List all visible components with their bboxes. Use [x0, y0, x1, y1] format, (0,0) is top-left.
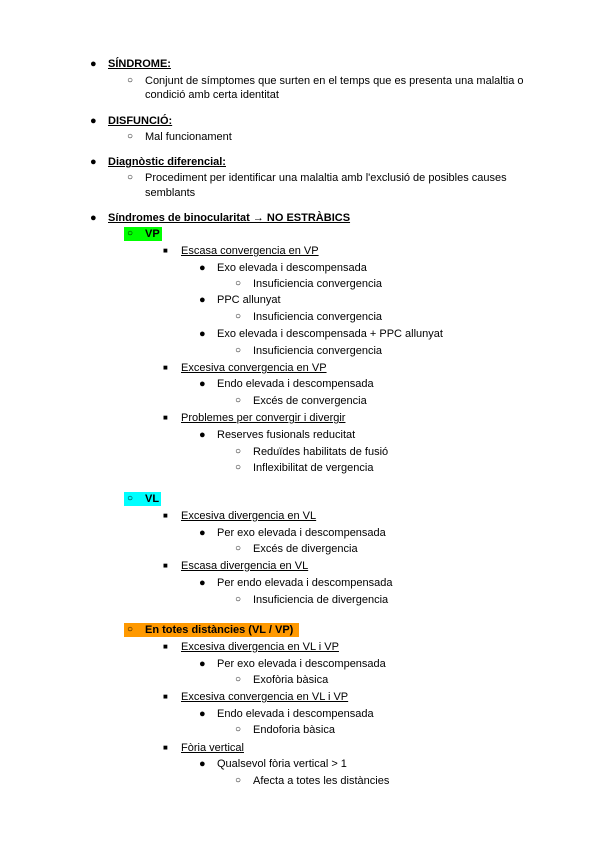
heading-disfuncio: DISFUNCIÓ: [108, 115, 173, 127]
vl-insuf-div: Insuficiencia de divergencia [253, 594, 389, 606]
circle-bullet-icon: ○ [235, 278, 242, 289]
vp-exo: Exo elevada i descompensada [217, 262, 367, 274]
vl-escasa: Escasa divergencia en VL [181, 560, 309, 572]
circle-bullet-icon: ○ [235, 345, 242, 356]
bullet-icon: ● [199, 658, 206, 670]
vp-inflex: Inflexibilitat de vergencia [253, 462, 374, 474]
bullet-icon: ● [199, 429, 206, 441]
vp-endo: Endo elevada i descompensada [217, 378, 374, 390]
circle-bullet-icon: ○ [235, 724, 242, 735]
square-bullet-icon: ■ [163, 363, 168, 372]
vp-insuf1: Insuficiencia convergencia [253, 278, 383, 290]
square-bullet-icon: ■ [163, 561, 168, 570]
circle-bullet-icon: ○ [235, 775, 242, 786]
totes-per-exo: Per exo elevada i descompensada [217, 658, 386, 670]
totes-afecta: Afecta a totes les distàncies [253, 775, 390, 787]
sindrome-definition-line2: condició amb certa identitat [145, 89, 279, 101]
circle-bullet-icon: ○ [235, 594, 242, 605]
disfuncio-definition: Mal funcionament [145, 131, 232, 143]
circle-bullet-icon: ○ [235, 462, 242, 473]
bullet-icon: ● [199, 378, 206, 390]
totes-label: En totes distàncies (VL / VP) [145, 624, 294, 636]
bullet-icon: ● [90, 115, 97, 127]
heading-diagnostic: Diagnòstic diferencial: [108, 156, 226, 168]
vp-label: VP [145, 228, 160, 240]
vp-ppc: PPC allunyat [217, 294, 281, 306]
bullet-icon: ● [90, 58, 97, 70]
bullet-icon: ● [199, 708, 206, 720]
vl-excesiva: Excesiva divergencia en VL [181, 510, 317, 522]
circle-bullet-icon: ○ [235, 311, 242, 322]
bullet-icon: ● [90, 156, 97, 168]
vl-exces-div: Excés de divergencia [253, 543, 358, 555]
totes-endoforia: Endoforia bàsica [253, 724, 335, 736]
bullet-icon: ● [199, 328, 206, 340]
totes-exoforia: Exofòria bàsica [253, 674, 329, 686]
circle-bullet-icon: ○ [127, 172, 134, 183]
circle-bullet-icon: ○ [127, 75, 134, 86]
sindrome-definition-line1: Conjunt de símptomes que surten en el temps que es presenta una malaltia o [145, 75, 524, 87]
totes-exc-conv: Excesiva convergencia en VL i VP [181, 691, 349, 703]
bullet-icon: ● [199, 262, 206, 274]
vp-exces: Excés de convergencia [253, 395, 367, 407]
square-bullet-icon: ■ [163, 511, 168, 520]
square-bullet-icon: ■ [163, 743, 168, 752]
circle-bullet-icon: ○ [127, 228, 134, 239]
circle-bullet-icon: ○ [235, 395, 242, 406]
circle-bullet-icon: ○ [235, 674, 242, 685]
totes-qualsevol: Qualsevol fòria vertical > 1 [217, 758, 347, 770]
circle-bullet-icon: ○ [127, 131, 134, 142]
circle-bullet-icon: ○ [127, 493, 134, 504]
vp-reduides: Reduïdes habilitats de fusió [253, 446, 389, 458]
vp-exo-ppc: Exo elevada i descompensada + PPC allunyat [217, 328, 443, 340]
bullet-icon: ● [199, 577, 206, 589]
square-bullet-icon: ■ [163, 642, 168, 651]
vl-per-endo: Per endo elevada i descompensada [217, 577, 393, 589]
vp-insuf2: Insuficiencia convergencia [253, 311, 383, 323]
circle-bullet-icon: ○ [127, 624, 134, 635]
square-bullet-icon: ■ [163, 692, 168, 701]
heading-binocularitat: Síndromes de binocularitat → NO ESTRÀBICS [108, 212, 351, 224]
circle-bullet-icon: ○ [235, 446, 242, 457]
totes-exc-div: Excesiva divergencia en VL i VP [181, 641, 339, 653]
vp-excesiva: Excesiva convergencia en VP [181, 362, 327, 374]
diagnostic-definition-line2: semblants [145, 187, 196, 199]
bullet-icon: ● [199, 527, 206, 539]
heading-sindrome: SÍNDROME: [108, 58, 171, 70]
totes-foria: Fòria vertical [181, 742, 244, 754]
circle-bullet-icon: ○ [235, 543, 242, 554]
vp-insuf3: Insuficiencia convergencia [253, 345, 383, 357]
bullet-icon: ● [199, 758, 206, 770]
vp-reserves: Reserves fusionals reducitat [217, 429, 356, 441]
diagnostic-definition-line1: Procediment per identificar una malaltia amb l'exclusió de posibles causes [145, 172, 507, 184]
bullet-icon: ● [199, 294, 206, 306]
square-bullet-icon: ■ [163, 413, 168, 422]
vp-problemes: Problemes per convergir i divergir [181, 412, 346, 424]
vp-escasa: Escasa convergencia en VP [181, 245, 319, 257]
vl-per-exo: Per exo elevada i descompensada [217, 527, 386, 539]
bullet-icon: ● [90, 212, 97, 224]
totes-endo: Endo elevada i descompensada [217, 708, 374, 720]
vl-label: VL [145, 493, 160, 505]
square-bullet-icon: ■ [163, 246, 168, 255]
